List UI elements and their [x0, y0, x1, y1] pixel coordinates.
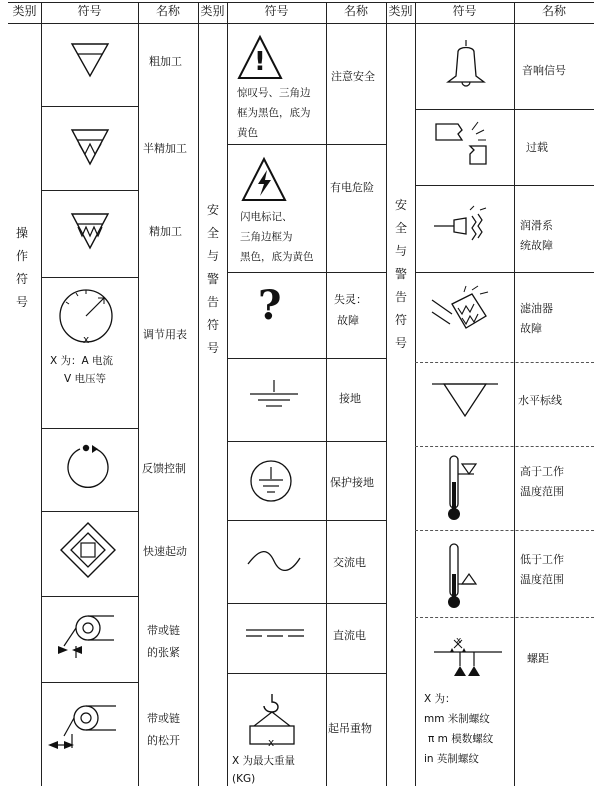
- row-divider: [227, 673, 386, 674]
- name-level-line: 水平标线: [518, 394, 562, 407]
- rough-machining-icon: [60, 40, 120, 84]
- name-lube-failure-2: 统故障: [520, 239, 553, 252]
- overload-icon: [432, 118, 496, 168]
- name-filter-failure-1: 滤油器: [520, 302, 553, 315]
- row-divider: [227, 358, 386, 359]
- name-semi-finishing: 半精加工: [143, 142, 187, 155]
- header-name: 名称: [541, 4, 566, 18]
- thread-pitch-icon: [430, 636, 506, 684]
- name-electric-danger: 有电危险: [330, 181, 374, 194]
- name-belt-tension-1: 带或链: [147, 624, 180, 637]
- name-filter-failure-2: 故障: [520, 322, 542, 335]
- name-ground: 接地: [339, 392, 361, 405]
- note-pitch-line1: X 为：: [424, 693, 456, 705]
- belt-release-icon: [46, 694, 124, 756]
- name-below-temp-1: 低于工作: [520, 553, 564, 566]
- row-divider: [41, 190, 138, 191]
- row-divider: [415, 530, 594, 531]
- row-divider: [41, 596, 138, 597]
- header-bottom-border: [8, 23, 594, 24]
- note-caution-line3: 黄色: [237, 127, 258, 139]
- ground-icon: [244, 376, 304, 416]
- header-category: 类别: [200, 4, 225, 18]
- feedback-control-icon: [58, 440, 118, 496]
- row-divider: [41, 428, 138, 429]
- col-divider: [227, 2, 228, 786]
- note-caution-line1: 惊叹号、三角边: [237, 87, 311, 99]
- col-divider: [415, 2, 416, 786]
- row-divider: [415, 109, 594, 110]
- name-failure-1: 失灵：: [334, 293, 367, 306]
- header-symbol: 符号: [77, 4, 102, 18]
- below-temp-thermometer-icon: [440, 540, 510, 616]
- protective-ground-icon: [248, 458, 294, 504]
- name-belt-tension-2: 的张紧: [147, 646, 180, 659]
- row-divider: [415, 446, 594, 447]
- note-electric-line3: 黑色，底为黄色: [240, 251, 314, 263]
- name-lifting: 起吊重物: [328, 722, 372, 735]
- name-above-temp-1: 高于工作: [520, 465, 564, 478]
- question-mark-icon: ?: [258, 282, 282, 329]
- note-meter-line1: X 为：A 电流: [50, 355, 114, 367]
- row-divider: [227, 520, 386, 521]
- name-rough-machining: 粗加工: [149, 55, 182, 68]
- col-divider: [514, 2, 515, 786]
- header-category: 类别: [388, 4, 413, 18]
- meter-x-label: x: [83, 334, 90, 346]
- ac-wave-icon: [244, 546, 304, 576]
- col-divider: [386, 2, 387, 786]
- dc-lines-icon: [242, 624, 308, 644]
- name-below-temp-2: 温度范围: [520, 573, 564, 586]
- row-divider: [415, 362, 594, 363]
- symbol-table: 类别 符号 名称 类别 符号 名称 类别 符号 名称 操 作 符 号 安 全 与 警 告 符 号 安 全 与 警 告 符 号 粗加工 半精加工 精加工 调节用表 X 为：A 电流 V 电压等 反馈控制 快速起动 带或链 的张紧 带或链 的松开 x 注意安全 惊叹号、三角边 框为黑色，底为 黄色 有电危险 闪电标记、 三角边框为 黑色，底为黄色 失灵： 故障 接地 保护接地 交流电 直流电 起吊重物 X 为最大重量 (KG) ! ? x 音响信号 过载 润滑系 统故障 滤油器 故障 水平标线 高于工作 温度范围 低于工作 温度范围 螺距 X 为： mm 米制螺纹 π m 模数螺纹 in 英制螺纹 x: [0, 0, 600, 786]
- row-divider: [41, 682, 138, 683]
- quick-start-icon: [58, 520, 118, 582]
- name-failure-2: 故障: [337, 314, 359, 327]
- lifting-x-label: x: [268, 737, 275, 749]
- col-divider: [41, 2, 42, 786]
- name-ac: 交流电: [333, 556, 366, 569]
- name-lube-failure-1: 润滑系: [520, 219, 553, 232]
- header-name: 名称: [343, 4, 368, 18]
- filter-failure-icon: [428, 284, 496, 346]
- note-caution-line2: 框为黑色，底为: [237, 107, 311, 119]
- level-line-icon: [430, 378, 500, 422]
- name-above-temp-2: 温度范围: [520, 485, 564, 498]
- name-finishing: 精加工: [149, 225, 182, 238]
- exclamation-mark: !: [254, 47, 266, 77]
- row-divider: [227, 144, 386, 145]
- header-name: 名称: [155, 4, 180, 18]
- note-pitch-line3: π m 模数螺纹: [428, 733, 494, 745]
- name-dc: 直流电: [333, 629, 366, 642]
- name-belt-release-2: 的松开: [147, 734, 180, 747]
- row-divider: [415, 185, 594, 186]
- row-divider: [227, 603, 386, 604]
- name-regulating-meter: 调节用表: [143, 328, 187, 341]
- finishing-icon: [60, 210, 120, 254]
- note-electric-line2: 三角边框为: [240, 231, 293, 243]
- lubrication-failure-icon: [430, 204, 496, 248]
- header-symbol: 符号: [452, 4, 477, 18]
- name-caution: 注意安全: [331, 70, 375, 83]
- note-pitch-line2: mm 米制螺纹: [424, 713, 490, 725]
- name-quick-start: 快速起动: [143, 545, 187, 558]
- col-divider: [198, 2, 199, 786]
- note-lifting-line1: X 为最大重量: [232, 755, 296, 767]
- name-belt-release-1: 带或链: [147, 712, 180, 725]
- belt-tension-icon: [52, 606, 124, 666]
- row-divider: [41, 106, 138, 107]
- note-pitch-line4: in 英制螺纹: [424, 753, 479, 765]
- name-protective-ground: 保护接地: [330, 476, 374, 489]
- name-thread-pitch: 螺距: [527, 652, 549, 665]
- row-divider: [41, 277, 138, 278]
- above-temp-thermometer-icon: [440, 452, 510, 528]
- row-divider: [227, 441, 386, 442]
- header-symbol: 符号: [264, 4, 289, 18]
- header-category: 类别: [12, 4, 37, 18]
- col-divider: [138, 2, 139, 786]
- note-lifting-line2: (KG): [232, 773, 256, 785]
- note-meter-line2: V 电压等: [64, 373, 107, 385]
- name-overload: 过载: [526, 141, 548, 154]
- row-divider: [41, 511, 138, 512]
- semi-finishing-icon: [60, 126, 120, 170]
- col-divider: [326, 2, 327, 786]
- name-sound-signal: 音响信号: [522, 64, 566, 77]
- row-divider: [415, 617, 594, 618]
- lightning-triangle-icon: [240, 156, 288, 204]
- row-divider: [415, 272, 594, 273]
- name-feedback-control: 反馈控制: [142, 462, 186, 475]
- bell-icon: [444, 38, 488, 94]
- note-electric-line1: 闪电标记、: [240, 211, 293, 223]
- row-divider: [227, 272, 386, 273]
- pitch-x-label: x: [456, 636, 462, 646]
